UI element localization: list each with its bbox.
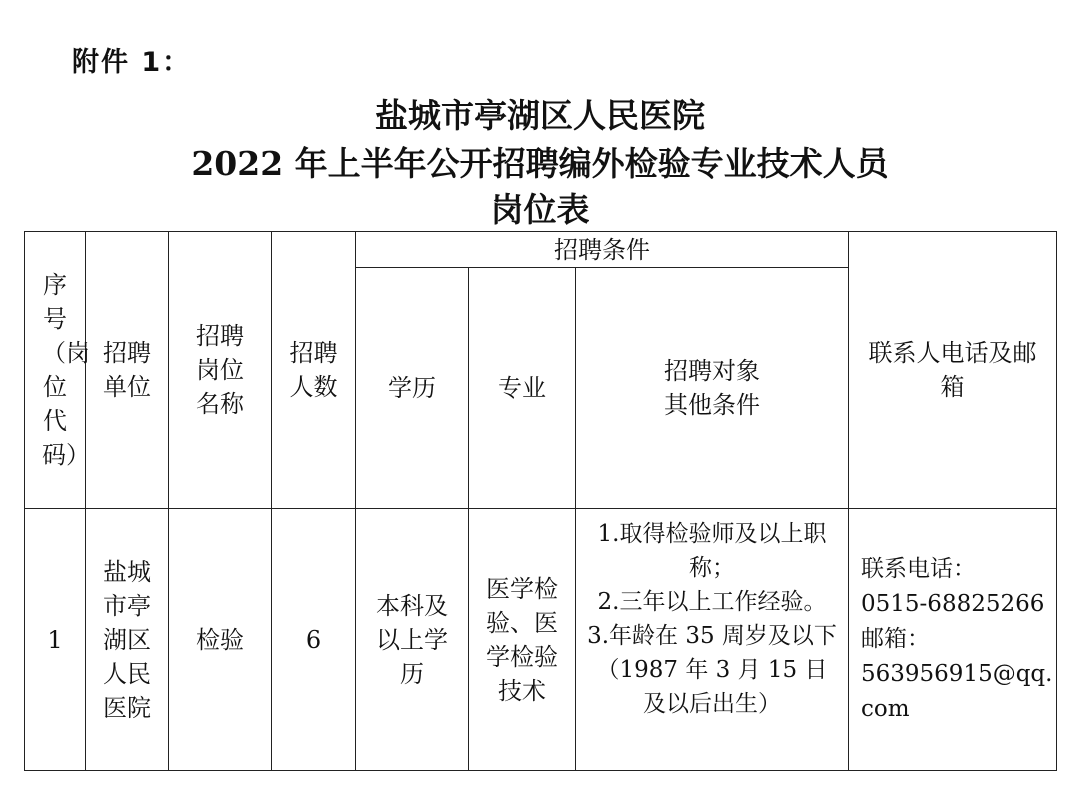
- condition-1: 1.取得检验师及以上职称；: [597, 521, 827, 581]
- contact-email: 563956915@qq.com: [861, 661, 1053, 722]
- condition-2: 2.三年以上工作经验。: [597, 589, 827, 615]
- contact-email-label: 邮箱：: [861, 626, 930, 652]
- cell-count: 6: [272, 509, 356, 771]
- attachment-label: 附件 1：: [72, 47, 192, 78]
- header-other-line-2: 其他条件: [664, 391, 760, 419]
- header-other-line-1: 招聘对象: [664, 357, 760, 385]
- cell-conditions: [576, 509, 849, 771]
- header-position: 招聘岗位名称: [169, 232, 272, 509]
- cell-major: 医学检验、医学检验技术: [469, 509, 576, 771]
- header-contact: 联系人电话及邮箱: [849, 232, 1057, 509]
- cell-position: 检验: [169, 509, 272, 771]
- header-row-1: [25, 232, 1057, 268]
- cell-unit: 盐城市亭湖区人民医院: [86, 509, 169, 771]
- header-conditions-group: 招聘条件: [356, 232, 849, 268]
- header-education: 学历: [356, 268, 469, 509]
- condition-3: 3.年龄在 35 周岁及以下（1987 年 3 月 15 日及以后出生）: [587, 623, 837, 717]
- title-line-2: 2022 年上半年公开招聘编外检验专业技术人员: [191, 144, 889, 183]
- table-row: [25, 509, 1057, 771]
- header-other-conditions: [576, 268, 849, 509]
- cell-education: 本科及以上学历: [356, 509, 469, 771]
- header-unit: 招聘单位: [86, 232, 169, 509]
- cell-seq: 1: [25, 509, 86, 771]
- title-line-3: 岗位表: [490, 190, 590, 229]
- cell-contact: [849, 509, 1057, 771]
- header-count: 招聘人数: [272, 232, 356, 509]
- contact-phone: 0515-68825266: [861, 591, 1045, 617]
- header-seq: 序号（岗位代码）: [25, 232, 86, 509]
- position-table: [24, 231, 1057, 771]
- title-line-1: 盐城市亭湖区人民医院: [375, 96, 705, 135]
- header-major: 专业: [469, 268, 576, 509]
- contact-phone-label: 联系电话：: [861, 556, 976, 582]
